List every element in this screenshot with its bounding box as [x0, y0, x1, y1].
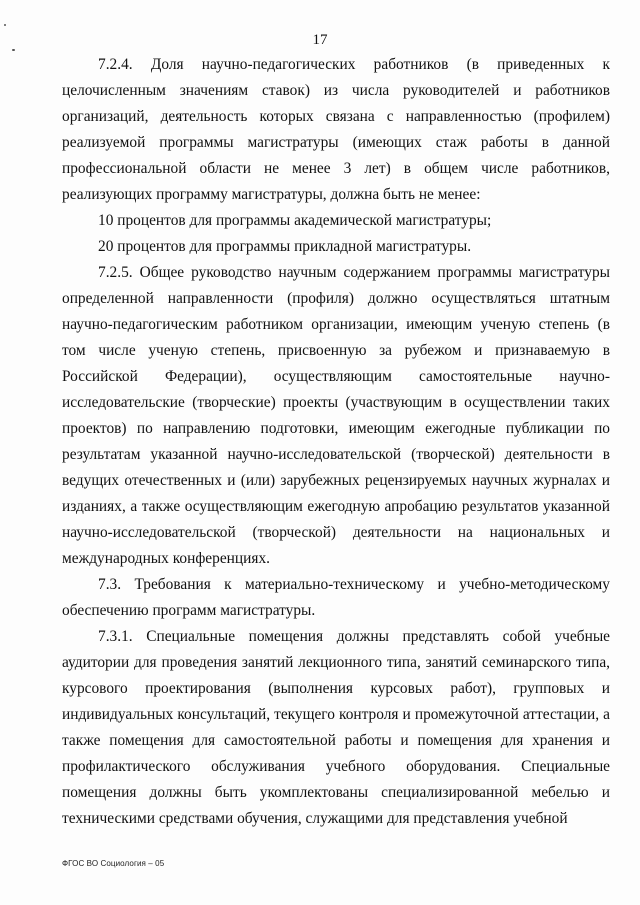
scan-speck [4, 24, 6, 26]
paragraph-7-2-5: 7.2.5. Общее руководство научным содержанием программы магистратуры определенной направленности (профиля) должно осуществляться штатным научно-педагогическим работником организации, имеющим ученую степень (в том числе ученую степень, присвоенную за рубежом и признаваемую в Российской Федерации), осуществляющим самостоятельные научно-исследовательские (творческие) проекты (участвующим в осуществлении таких проектов) по направлению подготовки, имеющим ежегодные публикации по результатам указанной научно-исследовательской (творческой) деятельности в ведущих отечественных и (или) зарубежных рецензируемых научных журналах и изданиях, а также осуществляющим ежегодную апробацию результатов указанной научно-исследовательской (творческой) деятельности на национальных и международных конференциях. [62, 264, 610, 567]
paragraph-7-3-1: 7.3.1. Специальные помещения должны представлять собой учебные аудитории для проведения занятий лекционного типа, занятий семинарского типа, курсового проектирования (выполнения курсовых работ), групповых и индивидуальных консультаций, текущего контроля и промежуточной аттестации, а также помещения для самостоятельной работы и помещения для хранения и профилактического обслуживания учебного оборудования. Специальные помещения должны быть укомплектованы специализированной мебелью и техническими средствами обучения, служащими для представления учебной [62, 628, 610, 827]
scan-speck [12, 49, 15, 51]
page-number: 17 [312, 32, 328, 48]
paragraph-7-2-4: 7.2.4. Доля научно-педагогических работников (в приведенных к целочисленным значениям ставок) из числа руководителей и работников организаций, деятельность которых связана с направленностью (профилем) реализуемой программы магистратуры (имеющих стаж работы в данной профессиональной области не менее 3 лет) в общем числе работников, реализующих программу магистратуры, должна быть не менее: [62, 56, 610, 203]
document-body [62, 52, 610, 832]
paragraph-applied-percent: 20 процентов для программы прикладной магистратуры. [98, 238, 472, 255]
paragraph-7-3: 7.3. Требования к материально-техническому и учебно-методическому обеспечению программ магистратуры. [62, 576, 610, 619]
paragraph-academic-percent: 10 процентов для программы академической магистратуры; [98, 212, 492, 229]
document-footer: ФГОС ВО Социология – 05 [62, 859, 165, 868]
